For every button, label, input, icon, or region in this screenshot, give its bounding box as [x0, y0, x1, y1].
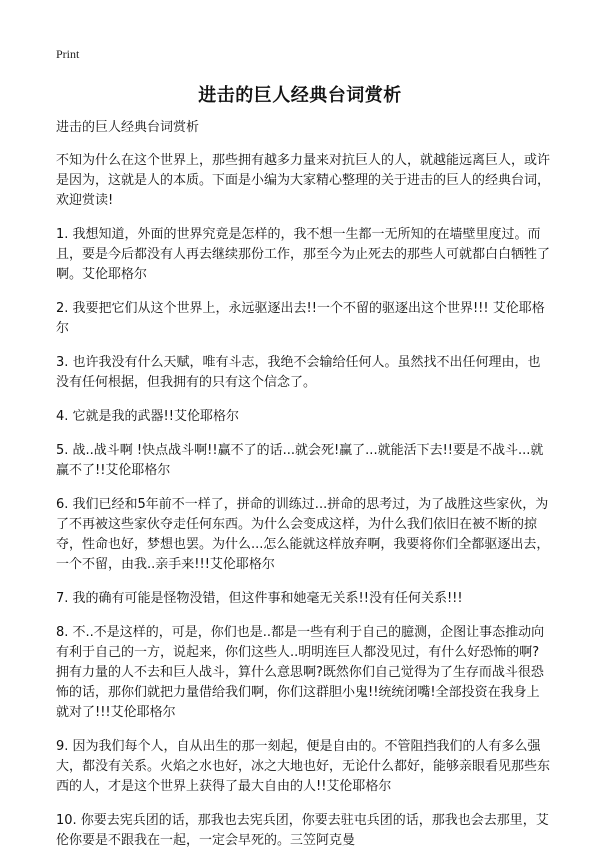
quote-10: 10. 你要去宪兵团的话，那我也去宪兵团，你要去驻屯兵团的话，那我也会去那里，艾伦你要是不跟我在一起，一定会早死的。三笠阿克曼	[56, 813, 549, 848]
quote-6: 6. 我们已经和5年前不一样了，拼命的训练过...拼命的思考过，为了战胜这些家伙，为了不再被这些家伙夺走任何东西。为什么会变成这样，为什么我们依旧在被不断的掠夺，性命也好，梦想也罢。为什么...怎么能就这样放弃啊，我要将你们全都驱逐出去，一个不留，由我..亲手来!!!艾伦耶格尔	[56, 497, 550, 572]
quote-3: 3. 也许我没有什么天赋，唯有斗志，我绝不会输给任何人。虽然找不出任何理由，也没有任何根据，但我拥有的只有这个信念了。	[56, 355, 541, 390]
document-subtitle: 进击的巨人经典台词赏析	[56, 120, 200, 135]
print-label: Print	[56, 47, 80, 61]
page-title: 进击的巨人经典台词赏析	[198, 85, 402, 106]
quote-4: 4. 它就是我的武器!!艾伦耶格尔	[56, 409, 239, 424]
quote-2: 2. 我要把它们从这个世界上，永远驱逐出去!!一个不留的驱逐出这个世界!!! 艾伦耶格尔	[56, 301, 545, 336]
quote-5: 5. 战..战斗啊 !快点战斗啊!!赢不了的话...就会死!赢了...就能活下去!!要是不战斗...就赢不了!!艾伦耶格尔	[56, 443, 544, 478]
quote-8: 8. 不..不是这样的，可是，你们也是..都是一些有利于自己的臆测，企图让事态推动向有利于自己的一方，说起来，你们这些人..明明连巨人都没见过，有什么好恐怖的啊?拥有力量的人不去和巨人战斗，算什么意思啊?既然你们自己觉得为了生存而战斗很恐怖的话，那你们就把力量借给我们啊，你们这群胆小鬼!!统统闭嘴!全部投资在我身上就对了!!!艾伦耶格尔	[56, 625, 545, 720]
document-body	[56, 118, 550, 865]
quote-7: 7. 我的确有可能是怪物没错，但这件事和她毫无关系!!没有任何关系!!!	[56, 591, 463, 606]
intro-paragraph: 不知为什么在这个世界上，那些拥有越多力量来对抗巨人的人，就越能远离巨人，或许是因为，这就是人的本质。下面是小编为大家精心整理的关于进击的巨人的经典台词，欢迎赏读!	[56, 153, 551, 208]
quote-9: 9. 因为我们每个人，自从出生的那一刻起，便是自由的。不管阻挡我们的人有多么强大，都没有关系。火焰之水也好，冰之大地也好，无论什么都好，能够亲眼看见那些东西的人，才是这个世界上获得了最大自由的人!!艾伦耶格尔	[56, 739, 551, 794]
quote-1: 1. 我想知道，外面的世界究竟是怎样的，我不想一生都一无所知的在墙壁里度过。而且，要是今后都没有人再去继续那份工作，那至今为止死去的那些人可就都白白牺牲了啊。艾伦耶格尔	[56, 227, 551, 282]
